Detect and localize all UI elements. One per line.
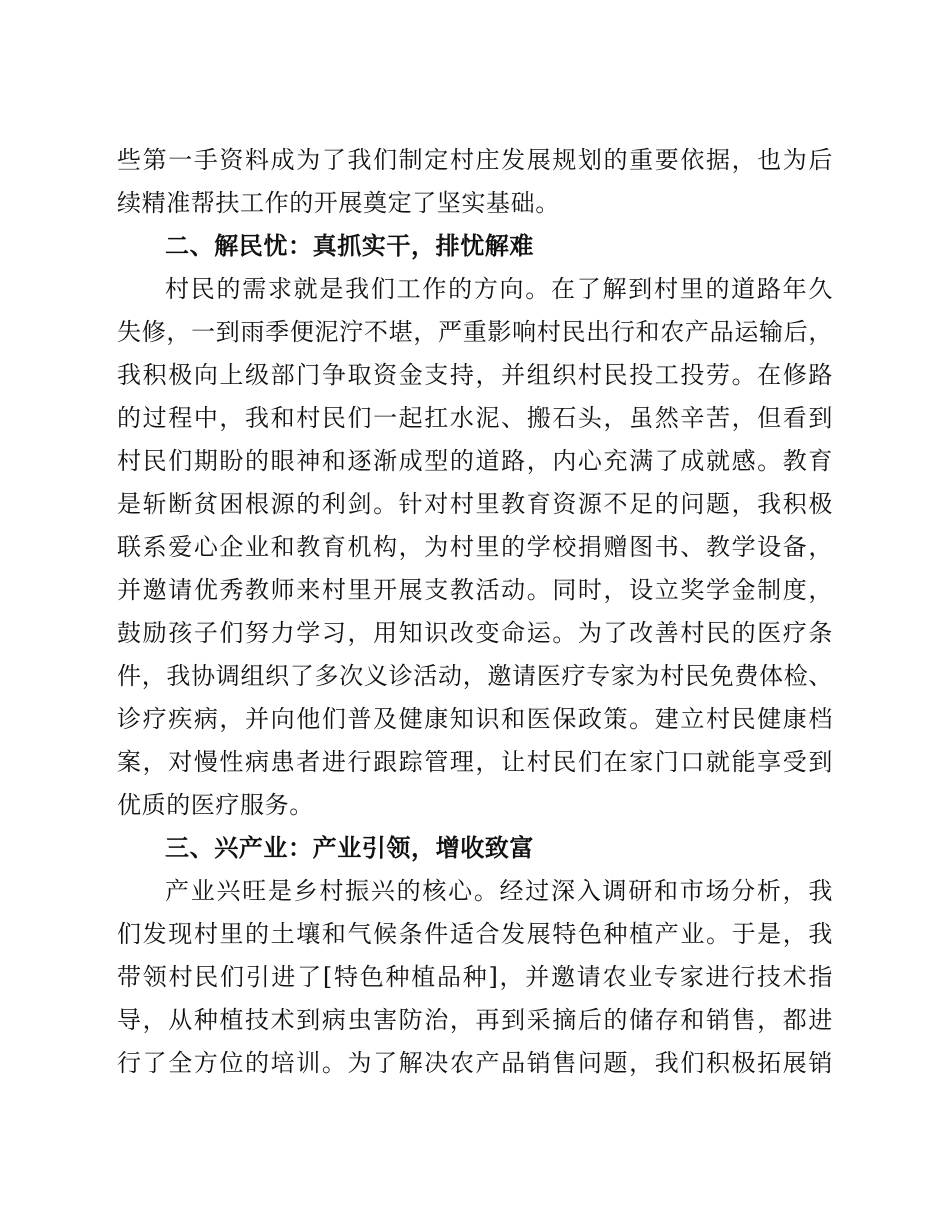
body-text-line: 产业兴旺是乡村振兴的核心。经过深入调研和市场分析，我 [165,877,833,905]
body-text-line: 案，对慢性病患者进行跟踪管理，让村民们在家门口就能享受到 [117,748,833,776]
section-heading: 二、解民忧：真抓实干，排忧解难 [165,231,534,260]
body-text-line: 并邀请优秀教师来村里开展支教活动。同时，设立奖学金制度， [117,576,833,604]
body-text-line: 诊疗疾病，并向他们普及健康知识和医保政策。建立村民健康档 [117,705,833,733]
body-text-line: 村民们期盼的眼神和逐渐成型的道路，内心充满了成就感。教育 [117,447,833,475]
body-text-line: 我积极向上级部门争取资金支持，并组织村民投工投劳。在修路 [117,361,833,389]
body-text-line: 件，我协调组织了多次义诊活动，邀请医疗专家为村民免费体检、 [117,662,833,690]
body-text-line: 联系爱心企业和教育机构，为村里的学校捐赠图书、教学设备， [117,533,833,561]
body-text-line: 行了全方位的培训。为了解决农产品销售问题，我们积极拓展销 [117,1049,833,1077]
body-text-line: 带领村民们引进了[特色种植品种]，并邀请农业专家进行技术指 [117,963,833,991]
body-text-line: 的过程中，我和村民们一起扛水泥、搬石头，虽然辛苦，但看到 [117,404,833,432]
body-text-line: 续精准帮扶工作的开展奠定了坚实基础。 [117,189,560,217]
body-text-line: 导，从种植技术到病虫害防治，再到采摘后的储存和销售，都进 [117,1006,833,1034]
section-heading: 三、兴产业：产业引领，增收致富 [165,833,534,862]
body-text-line: 优质的医疗服务。 [117,791,314,819]
body-text-line: 是斩断贫困根源的利剑。针对村里教育资源不足的问题，我积极 [117,490,833,518]
body-text-line: 们发现村里的土壤和气候条件适合发展特色种植产业。于是，我 [117,920,833,948]
body-text-line: 鼓励孩子们努力学习，用知识改变命运。为了改善村民的医疗条 [117,619,833,647]
body-text-line: 村民的需求就是我们工作的方向。在了解到村里的道路年久 [165,275,833,303]
body-text-line: 失修，一到雨季便泥泞不堪，严重影响村民出行和农产品运输后， [117,318,833,346]
body-text-line: 些第一手资料成为了我们制定村庄发展规划的重要依据，也为后 [117,146,833,174]
